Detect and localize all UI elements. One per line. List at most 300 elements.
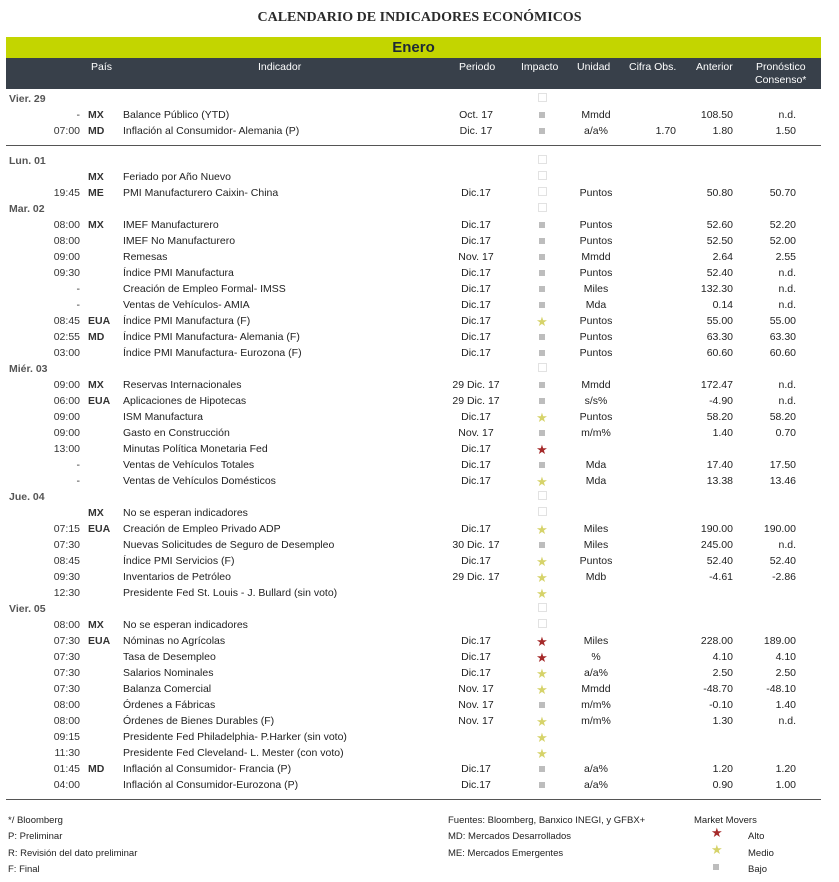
table-row (6, 553, 821, 569)
unit-cell: Miles (583, 539, 609, 551)
unit-cell: m/m% (581, 699, 611, 711)
previous-cell: -0.10 (709, 699, 733, 711)
time-cell: - (76, 109, 80, 121)
time-cell: 08:00 (53, 219, 80, 231)
unit-cell: Mda (585, 459, 607, 471)
impact-alto-star-icon: ★ (536, 442, 548, 457)
time-cell: 09:00 (53, 411, 80, 423)
previous-cell: 245.00 (700, 539, 733, 551)
impact-empty-icon (528, 187, 556, 200)
indicator-cell: Remesas (123, 251, 168, 263)
previous-cell: 2.50 (712, 667, 733, 679)
period-cell: 29 Dic. 17 (452, 395, 500, 407)
indicator-cell: IMEF No Manufacturero (123, 235, 236, 247)
indicator-cell: IMEF Manufacturero (123, 219, 219, 231)
consensus-cell: n.d. (778, 267, 796, 279)
unit-cell: Mmdd (581, 109, 611, 121)
day-label: Mar. 02 (9, 203, 45, 215)
time-cell: 02:55 (53, 331, 80, 343)
period-cell: Dic.17 (461, 459, 491, 471)
consensus-cell: 58.20 (769, 411, 796, 423)
indicator-cell: Presidente Fed Philadelphia- P.Harker (sin voto) (123, 731, 347, 743)
day-header-row (6, 601, 821, 617)
unit-cell: Puntos (579, 267, 613, 279)
section-separator (6, 793, 821, 807)
consensus-cell: n.d. (778, 283, 796, 295)
market-movers-title: Market Movers (694, 815, 757, 826)
unit-cell: % (591, 651, 601, 663)
country-cell: MX (88, 379, 104, 391)
impact-medio-star-icon: ★ (536, 730, 548, 745)
header-pais: País (91, 61, 113, 73)
previous-cell: 190.00 (700, 523, 733, 535)
consensus-cell: n.d. (778, 379, 796, 391)
impact-empty-icon (528, 603, 556, 616)
impact-empty-icon (528, 363, 556, 376)
time-cell: 07:30 (53, 683, 80, 695)
previous-cell: -4.61 (709, 571, 733, 583)
day-label: Vier. 05 (9, 603, 46, 615)
time-cell: 09:00 (53, 251, 80, 263)
period-cell: Dic.17 (461, 411, 491, 423)
indicator-cell: Inflación al Consumidor- Alemania (P) (123, 125, 300, 137)
consensus-cell: 1.00 (775, 779, 796, 791)
period-cell: Dic. 17 (459, 125, 493, 137)
time-cell: 19:45 (53, 187, 80, 199)
time-cell: 08:45 (53, 315, 80, 327)
unit-cell: Puntos (579, 555, 613, 567)
indicator-cell: Gasto en Construcción (123, 427, 230, 439)
table-row (6, 585, 821, 601)
previous-cell: 52.40 (706, 267, 733, 279)
previous-cell: 55.00 (706, 315, 733, 327)
separator-line (6, 799, 821, 800)
period-cell: 29 Dic. 17 (452, 379, 500, 391)
consensus-cell: 52.40 (769, 555, 796, 567)
consensus-cell: 1.20 (775, 763, 796, 775)
impact-empty-icon (528, 155, 556, 168)
header-cifra-obs: Cifra Obs. (629, 61, 677, 73)
time-cell: 07:15 (53, 523, 80, 535)
country-cell: ME (88, 187, 104, 199)
period-cell: Dic.17 (461, 187, 491, 199)
consensus-cell: 13.46 (769, 475, 796, 487)
period-cell: Dic.17 (461, 651, 491, 663)
table-row (6, 745, 821, 761)
consensus-cell: 2.55 (775, 251, 796, 263)
day-label: Lun. 01 (9, 155, 46, 167)
impact-medio-star-icon: ★ (536, 666, 548, 681)
table-row (6, 441, 821, 457)
indicator-cell: Balance Público (YTD) (123, 109, 230, 121)
indicator-cell: No se esperan indicadores (123, 619, 248, 631)
impact-bajo-square-icon (528, 251, 556, 264)
impact-empty-icon (528, 171, 556, 184)
time-cell: 08:45 (53, 555, 80, 567)
unit-cell: a/a% (584, 667, 608, 679)
legend-medio: Medio (748, 848, 774, 859)
consensus-cell: 189.00 (763, 635, 796, 647)
period-cell: Dic.17 (461, 283, 491, 295)
indicator-cell: Órdenes de Bienes Durables (F) (123, 715, 275, 727)
impact-bajo-square-icon (528, 235, 556, 248)
unit-cell: Mmdd (581, 683, 611, 695)
unit-cell: Puntos (579, 235, 613, 247)
previous-cell: 17.40 (706, 459, 733, 471)
unit-cell: Puntos (579, 347, 613, 359)
impact-bajo-square-icon (528, 459, 556, 472)
previous-cell: 50.80 (706, 187, 733, 199)
consensus-cell: 0.70 (775, 427, 796, 439)
period-cell: Nov. 17 (458, 699, 494, 711)
previous-cell: 1.80 (712, 125, 733, 137)
indicator-cell: Presidente Fed Cleveland- L. Mester (con voto) (123, 747, 344, 759)
table-row (6, 281, 821, 297)
table-row (6, 313, 821, 329)
table-row (6, 185, 821, 201)
consensus-cell: 50.70 (769, 187, 796, 199)
indicator-cell: Ventas de Vehículos Domésticos (123, 475, 276, 487)
period-cell: 30 Dic. 17 (452, 539, 500, 551)
indicator-cell: Índice PMI Manufactura- Alemania (F) (123, 331, 300, 343)
day-header-row (6, 91, 821, 107)
consensus-cell: 55.00 (769, 315, 796, 327)
indicator-cell: Ventas de Vehículos Totales (123, 459, 255, 471)
time-cell: 09:30 (53, 267, 80, 279)
impact-bajo-square-icon (528, 267, 556, 280)
table-row (6, 697, 821, 713)
country-cell: EUA (88, 523, 111, 535)
impact-medio-star-icon: ★ (536, 314, 548, 329)
time-cell: 07:30 (53, 635, 80, 647)
header-anterior: Anterior (696, 61, 733, 73)
previous-cell: 1.30 (712, 715, 733, 727)
period-cell: Dic.17 (461, 443, 491, 455)
indicator-cell: Índice PMI Manufactura (123, 267, 234, 279)
header-consenso: Consenso* (755, 74, 807, 86)
star-alto-icon: ★ (711, 825, 723, 840)
time-cell: 03:00 (53, 347, 80, 359)
indicator-cell: Inventarios de Petróleo (123, 571, 231, 583)
time-cell: 07:00 (53, 125, 80, 137)
note-revision: R: Revisión del dato preliminar (8, 848, 138, 859)
impact-bajo-square-icon (528, 699, 556, 712)
indicator-cell: Balanza Comercial (123, 683, 212, 695)
impact-bajo-square-icon (528, 299, 556, 312)
unit-cell: Mmdd (581, 251, 611, 263)
table-row (6, 345, 821, 361)
indicator-cell: Nóminas no Agrícolas (123, 635, 226, 647)
consensus-cell: 17.50 (769, 459, 796, 471)
previous-cell: 132.30 (700, 283, 733, 295)
country-cell: MX (88, 619, 104, 631)
previous-cell: 63.30 (706, 331, 733, 343)
period-cell: Nov. 17 (458, 715, 494, 727)
table-row (6, 521, 821, 537)
country-cell: MX (88, 171, 104, 183)
period-cell: Dic.17 (461, 315, 491, 327)
consensus-cell: 1.40 (775, 699, 796, 711)
impact-medio-star-icon: ★ (536, 714, 548, 729)
sources-text: Fuentes: Bloomberg, Banxico INEGI, y GFBX+ (448, 815, 646, 826)
indicator-cell: PMI Manufacturero Caixin- China (123, 187, 279, 199)
indicator-cell: Índice PMI Servicios (F) (123, 555, 235, 567)
unit-cell: Mda (585, 475, 607, 487)
day-header-row (6, 201, 821, 217)
impact-medio-star-icon: ★ (536, 682, 548, 697)
table-row (6, 617, 821, 633)
table-row (6, 409, 821, 425)
unit-cell: Puntos (579, 411, 613, 423)
time-cell: 09:00 (53, 427, 80, 439)
country-cell: EUA (88, 635, 111, 647)
indicator-cell: Inflación al Consumidor- Francia (P) (123, 763, 292, 775)
period-cell: 29 Dic. 17 (452, 571, 500, 583)
previous-cell: 13.38 (706, 475, 733, 487)
header-pronostico: Pronóstico (756, 61, 806, 73)
separator-line (6, 145, 821, 146)
impact-medio-star-icon: ★ (536, 410, 548, 425)
impact-bajo-square-icon (528, 283, 556, 296)
previous-cell: 0.90 (712, 779, 733, 791)
unit-cell: Puntos (579, 331, 613, 343)
table-row (6, 425, 821, 441)
section-separator (6, 139, 821, 153)
impact-alto-star-icon: ★ (536, 650, 548, 665)
period-cell: Dic.17 (461, 219, 491, 231)
impact-bajo-square-icon (528, 125, 556, 138)
impact-bajo-square-icon (528, 779, 556, 792)
time-cell: 09:00 (53, 379, 80, 391)
indicator-cell: Tasa de Desempleo (123, 651, 216, 663)
note-bloomberg: */ Bloomberg (8, 815, 63, 826)
indicator-cell: Feriado por Año Nuevo (123, 171, 231, 183)
indicator-cell: Creación de Empleo Formal- IMSS (123, 283, 286, 295)
unit-cell: a/a% (584, 779, 608, 791)
time-cell: 07:30 (53, 667, 80, 679)
consensus-cell: n.d. (778, 395, 796, 407)
indicator-cell: Creación de Empleo Privado ADP (123, 523, 281, 535)
day-label: Miér. 03 (9, 363, 48, 375)
time-cell: 01:45 (53, 763, 80, 775)
time-cell: 07:30 (53, 539, 80, 551)
note-preliminar: P: Preliminar (8, 831, 63, 842)
consensus-cell: -2.86 (772, 571, 796, 583)
table-row (6, 329, 821, 345)
indicator-cell: Nuevas Solicitudes de Seguro de Desempleo (123, 539, 335, 551)
impact-bajo-square-icon (528, 219, 556, 232)
me-legend: ME: Mercados Emergentes (448, 848, 564, 859)
impact-medio-star-icon: ★ (536, 554, 548, 569)
table-row (6, 249, 821, 265)
time-cell: - (76, 459, 80, 471)
previous-cell: 4.10 (712, 651, 733, 663)
table-row (6, 761, 821, 777)
time-cell: 06:00 (53, 395, 80, 407)
calendar-table (6, 91, 821, 807)
time-cell: 08:00 (53, 619, 80, 631)
table-row (6, 777, 821, 793)
impact-bajo-square-icon (528, 109, 556, 122)
unit-cell: Puntos (579, 219, 613, 231)
impact-medio-star-icon: ★ (536, 586, 548, 601)
indicator-cell: Índice PMI Manufactura- Eurozona (F) (123, 347, 302, 359)
indicator-cell: Presidente Fed St. Louis - J. Bullard (sin voto) (123, 587, 338, 599)
table-header (6, 58, 821, 89)
header-unidad: Unidad (577, 61, 611, 73)
previous-cell: -48.70 (703, 683, 733, 695)
table-row (6, 233, 821, 249)
impact-empty-icon (528, 491, 556, 504)
period-cell: Dic.17 (461, 667, 491, 679)
consensus-cell: 1.50 (775, 125, 796, 137)
indicator-cell: Minutas Política Monetaria Fed (123, 443, 268, 455)
table-row (6, 649, 821, 665)
consensus-cell: 63.30 (769, 331, 796, 343)
unit-cell: Puntos (579, 187, 613, 199)
md-legend: MD: Mercados Desarrollados (448, 831, 572, 842)
indicator-cell: Inflación al Consumidor-Eurozona (P) (123, 779, 299, 791)
unit-cell: m/m% (581, 715, 611, 727)
indicator-cell: Órdenes a Fábricas (123, 699, 216, 711)
period-cell: Dic.17 (461, 635, 491, 647)
indicator-cell: Reservas Internacionales (123, 379, 242, 391)
time-cell: 12:30 (53, 587, 80, 599)
period-cell: Dic.17 (461, 267, 491, 279)
table-row (6, 265, 821, 281)
consensus-cell: 190.00 (763, 523, 796, 535)
table-row (6, 169, 821, 185)
consensus-cell: 60.60 (769, 347, 796, 359)
previous-cell: 228.00 (700, 635, 733, 647)
impact-medio-star-icon: ★ (536, 746, 548, 761)
unit-cell: Mmdd (581, 379, 611, 391)
period-cell: Dic.17 (461, 523, 491, 535)
unit-cell: Miles (583, 635, 609, 647)
country-cell: EUA (88, 315, 111, 327)
previous-cell: 52.40 (706, 555, 733, 567)
time-cell: 08:00 (53, 715, 80, 727)
impact-bajo-square-icon (528, 539, 556, 552)
period-cell: Dic.17 (461, 235, 491, 247)
previous-cell: -4.90 (709, 395, 733, 407)
impact-alto-star-icon: ★ (536, 634, 548, 649)
country-cell: MD (88, 331, 105, 343)
time-cell: 11:30 (54, 747, 80, 759)
time-cell: 08:00 (53, 235, 80, 247)
table-row (6, 457, 821, 473)
legend-bajo: Bajo (748, 864, 768, 875)
country-cell: MX (88, 219, 104, 231)
period-cell: Dic.17 (461, 555, 491, 567)
time-cell: - (76, 299, 80, 311)
indicator-cell: No se esperan indicadores (123, 507, 248, 519)
indicator-cell: Índice PMI Manufactura (F) (123, 315, 251, 327)
observed-cell: 1.70 (655, 125, 676, 137)
day-label: Vier. 29 (9, 93, 46, 105)
period-cell: Dic.17 (461, 763, 491, 775)
previous-cell: 108.50 (700, 109, 733, 121)
consensus-cell: n.d. (778, 539, 796, 551)
table-row (6, 473, 821, 489)
unit-cell: m/m% (581, 427, 611, 439)
indicator-cell: ISM Manufactura (123, 411, 203, 423)
consensus-cell: n.d. (778, 715, 796, 727)
table-row (6, 729, 821, 745)
day-header-row (6, 361, 821, 377)
period-cell: Nov. 17 (458, 683, 494, 695)
table-row (6, 377, 821, 393)
indicator-cell: Aplicaciones de Hipotecas (123, 395, 247, 407)
unit-cell: s/s% (584, 395, 608, 407)
day-header-row (6, 489, 821, 505)
unit-cell: Miles (583, 523, 609, 535)
page-title: CALENDARIO DE INDICADORES ECONÓMICOS (257, 10, 582, 25)
unit-cell: a/a% (584, 125, 608, 137)
header-indicador: Indicador (258, 61, 302, 73)
period-cell: Dic.17 (461, 299, 491, 311)
indicator-cell: Salarios Nominales (123, 667, 214, 679)
table-row (6, 537, 821, 553)
impact-medio-star-icon: ★ (536, 474, 548, 489)
previous-cell: 1.40 (712, 427, 733, 439)
previous-cell: 0.14 (712, 299, 733, 311)
header-impacto: Impacto (521, 61, 559, 73)
period-cell: Nov. 17 (458, 251, 494, 263)
impact-bajo-square-icon (528, 347, 556, 360)
impact-bajo-square-icon (528, 379, 556, 392)
impact-bajo-square-icon (528, 395, 556, 408)
previous-cell: 1.20 (712, 763, 733, 775)
impact-bajo-square-icon (528, 331, 556, 344)
time-cell: - (76, 283, 80, 295)
time-cell: 04:00 (53, 779, 80, 791)
day-label: Jue. 04 (9, 491, 45, 503)
day-header-row (6, 153, 821, 169)
header-periodo: Periodo (459, 61, 496, 73)
consensus-cell: 2.50 (775, 667, 796, 679)
consensus-cell: n.d. (778, 299, 796, 311)
impact-medio-star-icon: ★ (536, 570, 548, 585)
unit-cell: a/a% (584, 763, 608, 775)
consensus-cell: 52.00 (769, 235, 796, 247)
country-cell: MD (88, 125, 105, 137)
table-row (6, 569, 821, 585)
table-row (6, 713, 821, 729)
table-row (6, 681, 821, 697)
country-cell: MX (88, 109, 104, 121)
previous-cell: 2.64 (712, 251, 733, 263)
table-row (6, 505, 821, 521)
unit-cell: Miles (583, 283, 609, 295)
country-cell: MX (88, 507, 104, 519)
star-medio-icon: ★ (711, 842, 723, 857)
time-cell: 09:30 (53, 571, 80, 583)
period-cell: Dic.17 (461, 347, 491, 359)
month-banner: Enero (6, 37, 821, 58)
consensus-cell: n.d. (778, 109, 796, 121)
unit-cell: Mdb (585, 571, 607, 583)
unit-cell: Puntos (579, 315, 613, 327)
impact-bajo-square-icon (528, 427, 556, 440)
impact-medio-star-icon: ★ (536, 522, 548, 537)
table-row (6, 393, 821, 409)
legend-alto: Alto (748, 831, 765, 842)
time-cell: 07:30 (53, 651, 80, 663)
time-cell: 08:00 (53, 699, 80, 711)
impact-empty-icon (528, 203, 556, 216)
table-row (6, 297, 821, 313)
